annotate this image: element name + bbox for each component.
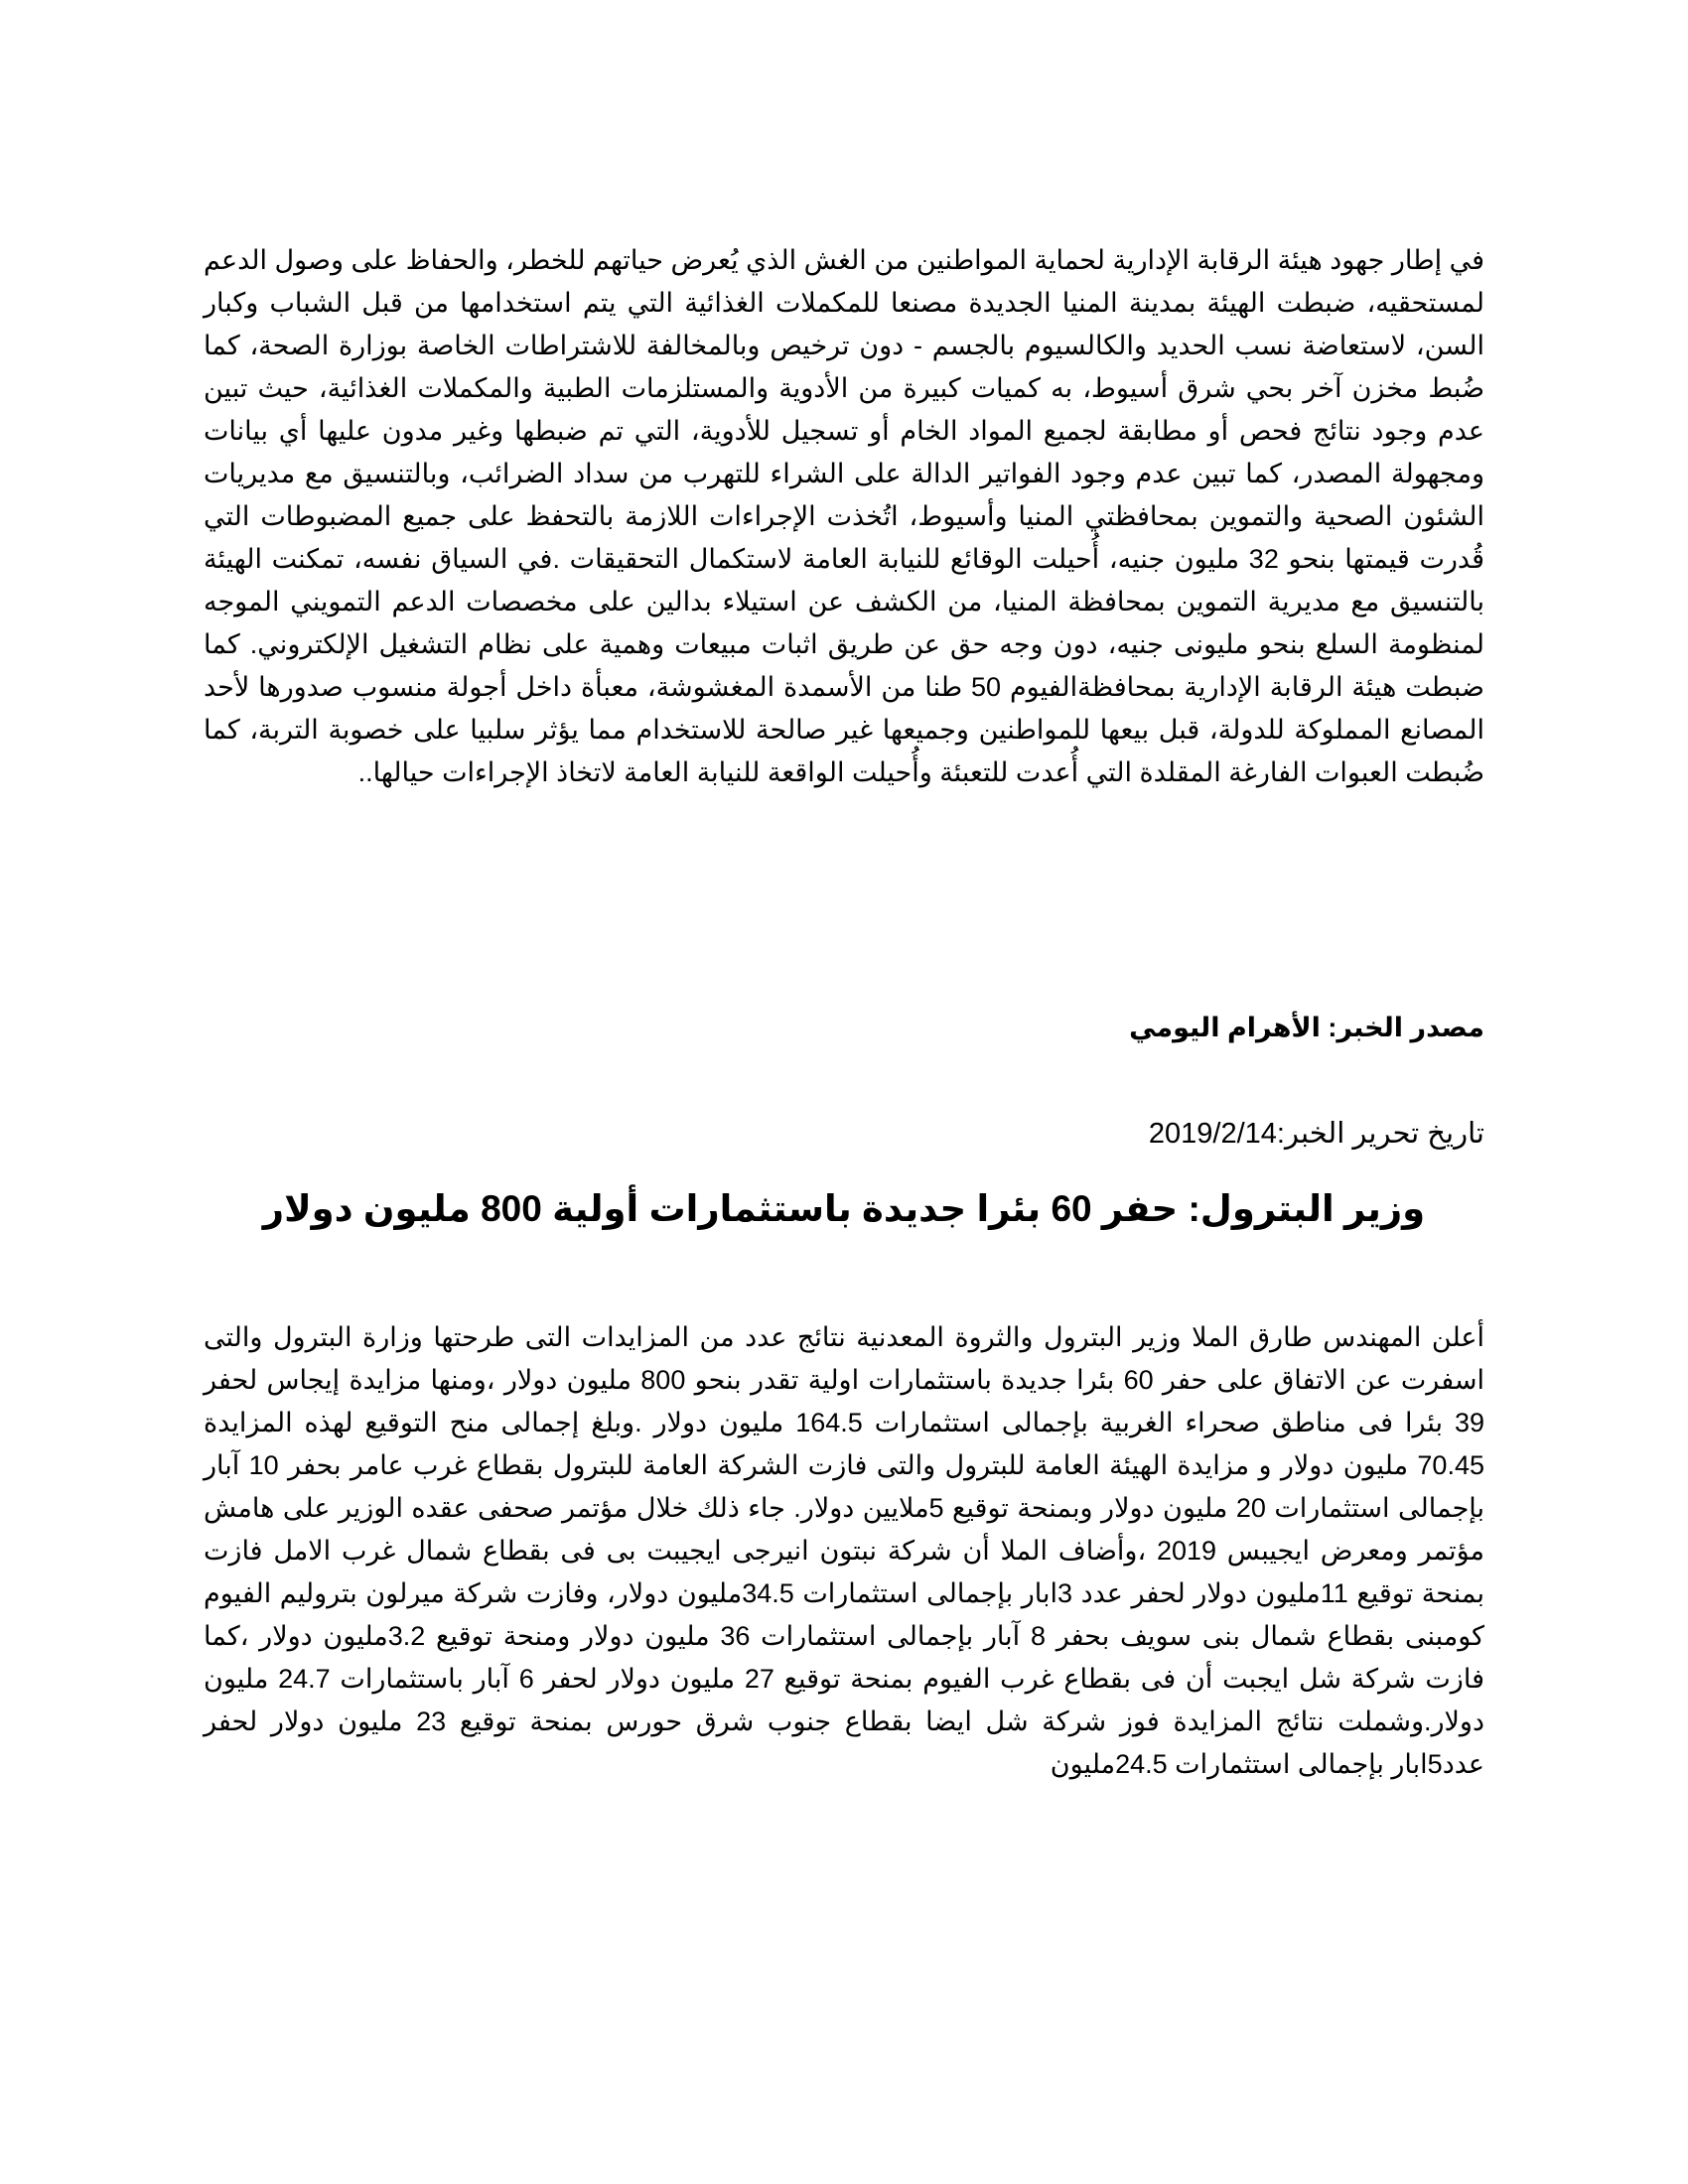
- news-source-line: مصدر الخبر: الأهرام اليومي: [1129, 1013, 1484, 1042]
- edit-date-line: تاريخ تحرير الخبر:2019/2/14: [1148, 1118, 1484, 1150]
- article-body-paragraph-2: أعلن المهندس طارق الملا وزير البترول والثروة المعدنية نتائج عدد من المزايدات التى طرحتها وزارة البترول والتى اسفرت عن الاتفاق على حفر 60 بئرا جديدة باستثمارات اولية تقدر بنحو 800 مليون دولار ،ومنها مزايدة إيجاس لحفر 39 بئرا فى مناطق صحراء الغربية بإجمالى استثمارات 164.5 مليون دولار .وبلغ إجمالى منح التوقيع لهذه المزايدة 70.45 مليون دولار و مزايدة الهيئة العامة للبترول والتى فازت الشركة العامة للبترول بقطاع غرب عامر بحفر 10 آبار بإجمالى استثمارات 20 مليون دولار وبمنحة توقيع 5ملايين دولار. جاء ذلك خلال مؤتمر صحفى عقده الوزير على هامش مؤتمر ومعرض ايجيبس 2019 ،وأضاف الملا أن شركة نبتون انيرجى ايجيبت بى فى بقطاع شمال غرب الامل فازت بمنحة توقيع 11مليون دولار لحفر عدد 3ابار بإجمالى استثمارات 34.5مليون دولار، وفازت شركة ميرلون بتروليم الفيوم كومبنى بقطاع شمال بنى سويف بحفر 8 آبار بإجمالى استثمارات 36 مليون دولار ومنحة توقيع 3.2مليون دولار ،كما فازت شركة شل ايجبت أن فى بقطاع غرب الفيوم بمنحة توقيع 27 مليون دولار لحفر 6 آبار باستثمارات 24.7 مليون دولار.وشملت نتائج المزايدة فوز شركة شل ايضا بقطاع جنوب شرق حورس بمنحة توقيع 23 مليون دولار لحفر عدد5ابار بإجمالى استثمارات 24.5مليون: [204, 1322, 1485, 1779]
- article-body-paragraph: في إطار جهود هيئة الرقابة الإدارية لحماية المواطنين من الغش الذي يُعرض حياتهم للخطر، والحفاظ على وصول الدعم لمستحقيه، ضبطت الهيئة بمدينة المنيا الجديدة مصنعا للمكملات الغذائية التي يتم استخدامها من قبل الشباب وكبار السن، لاستعاضة نسب الحديد والكالسيوم بالجسم - دون ترخيص وبالمخالفة للاشتراطات الخاصة بوزارة الصحة، كما ضُبط مخزن آخر بحي شرق أسيوط، به كميات كبيرة من الأدوية والمستلزمات الطبية والمكملات الغذائية، حيث تبين عدم وجود نتائج فحص أو مطابقة لجميع المواد الخام أو تسجيل للأدوية، التي تم ضبطها وغير مدون عليها أي بيانات ومجهولة المصدر، كما تبين عدم وجود الفواتير الدالة على الشراء للتهرب من سداد الضرائب، وبالتنسيق مع مديريات الشئون الصحية والتموين بمحافظتي المنيا وأسيوط، اتُخذت الإجراءات اللازمة بالتحفظ على جميع المضبوطات التي قُدرت قيمتها بنحو 32 مليون جنيه، أُحيلت الوقائع للنيابة العامة لاستكمال التحقيقات .في السياق نفسه، تمكنت الهيئة بالتنسيق مع مديرية التموين بمحافظة المنيا، من الكشف عن استيلاء بدالين على مخصصات الدعم التمويني الموجه لمنظومة السلع بنحو مليونى جنيه، دون وجه حق عن طريق اثبات مبيعات وهمية على نظام التشغيل الإلكتروني. كما ضبطت هيئة الرقابة الإدارية بمحافظةالفيوم 50 طنا من الأسمدة المغشوشة، معبأة داخل أجولة منسوب صدورها لأحد المصانع المملوكة للدولة، قبل بيعها للمواطنين وجميعها غير صالحة للاستخدام مما يؤثر سلبيا على خصوبة التربة، كما ضُبطت العبوات الفارغة المقلدة التي أُعدت للتعبئة وأُحيلت الواقعة للنيابة العامة لاتخاذ الإجراءات حيالها..: [204, 245, 1485, 787]
- article-headline: وزير البترول: حفر 60 بئرا جديدة باستثمارات أولية 800 مليون دولار: [262, 1188, 1426, 1229]
